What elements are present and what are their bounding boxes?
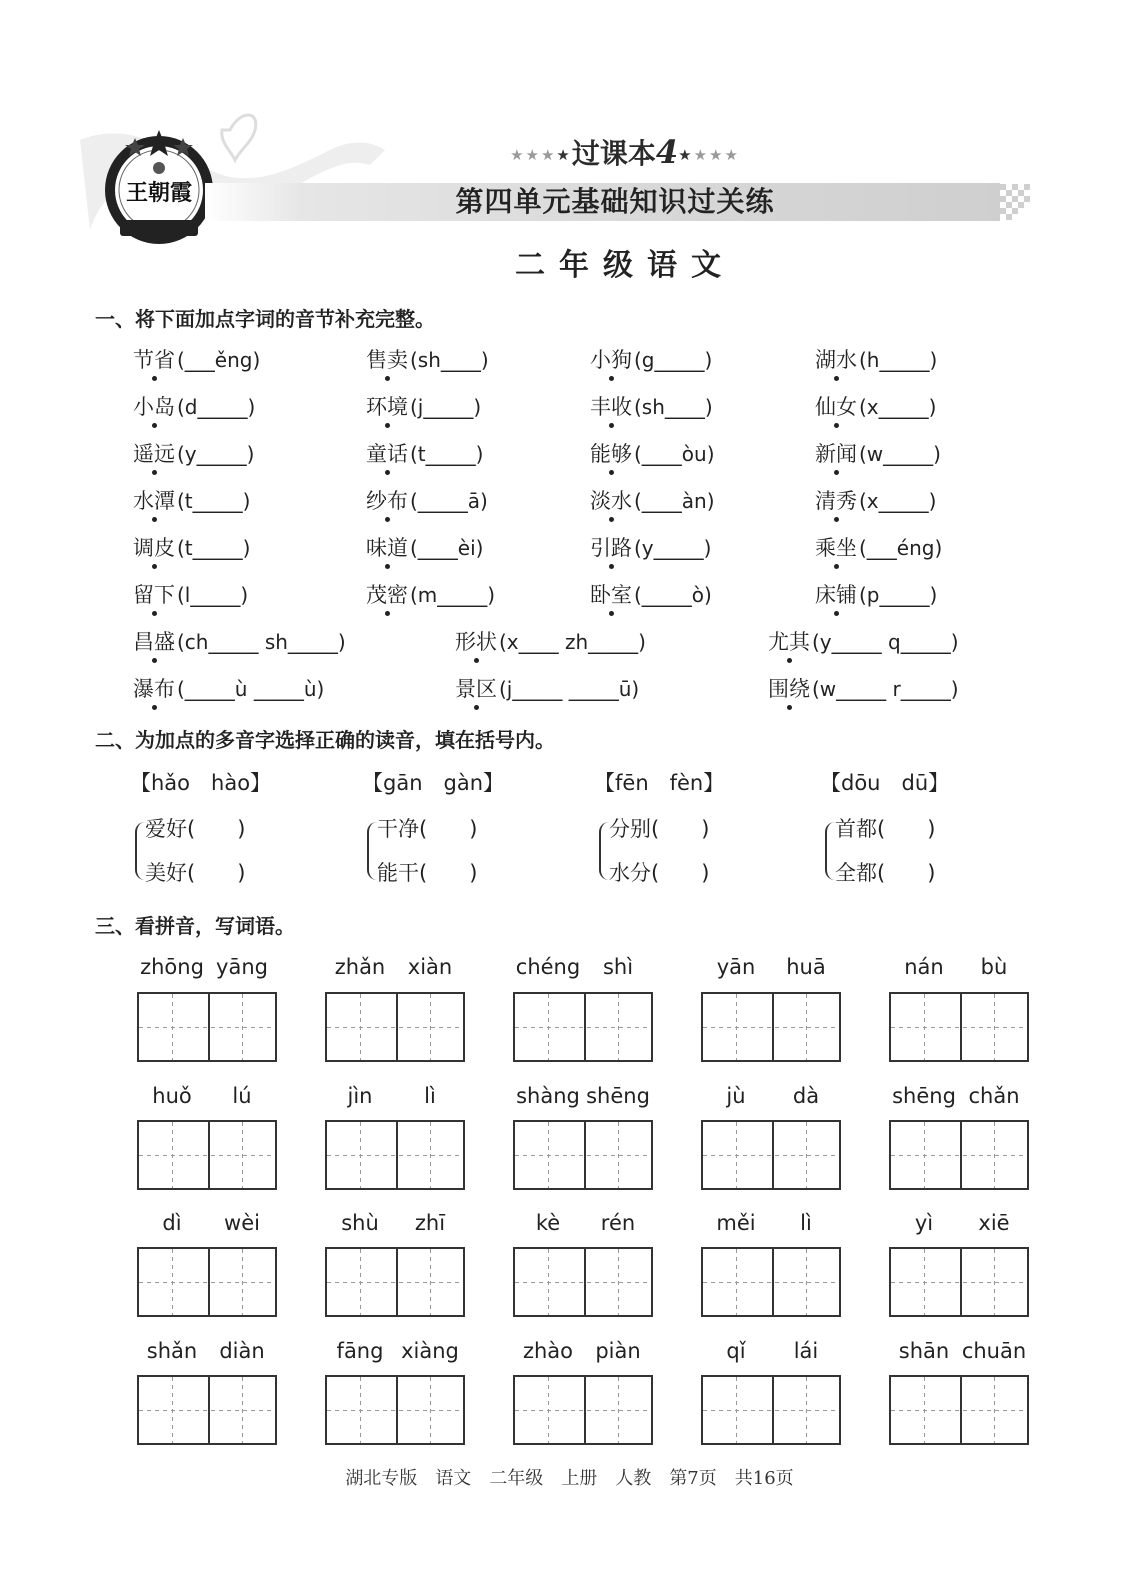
writing-grid[interactable] [889,1120,1029,1190]
footer-page: 第7页 [669,1468,717,1489]
footer-grade: 二年级 [489,1468,544,1489]
pinyin-blank[interactable]: (x_____) [859,489,937,513]
series-title [500,132,750,172]
pinyin-blank[interactable]: (sh____) [410,348,489,372]
pinyin-syllable: zhǎn [334,955,386,979]
pinyin-syllable: lì [800,1211,812,1235]
pinyin-blank[interactable]: (m_____) [410,583,496,607]
dotted-word: 节省 [133,345,175,375]
fill-item [455,674,639,704]
pinyin-syllable: yān [716,955,756,979]
pinyin-syllable: diàn [219,1339,265,1363]
pinyin-syllable: dà [792,1084,820,1108]
stars-right: ★★★ [693,146,740,164]
pinyin-syllable: lú [232,1084,252,1108]
writing-grid[interactable] [325,992,465,1062]
pinyin-blank[interactable]: (_____ò) [634,583,712,607]
pinyin-blank[interactable]: (p_____) [859,583,938,607]
page-footer [0,1464,1139,1490]
writing-grid[interactable] [513,992,653,1062]
pinyin-syllable: chuān [961,1339,1027,1363]
pinyin-blank[interactable]: (j_____) [410,395,482,419]
dotted-word: 形状 [455,627,497,657]
pinyin-syllable: xiē [978,1211,1010,1235]
pinyin-syllable: shǎn [146,1339,198,1363]
fill-item [133,345,260,375]
logo-brand-text: 王朝霞 [125,180,193,206]
writing-grid[interactable] [325,1120,465,1190]
pinyin-syllable: xiàng [401,1339,459,1363]
dotted-word: 围绕 [768,674,810,704]
fill-item [366,439,483,469]
writing-grid[interactable] [325,1375,465,1445]
pinyin-syllable: huǒ [152,1084,192,1108]
dotted-word: 淡水 [590,486,632,516]
fill-item [590,580,712,610]
pinyin-syllable: yāng [216,955,268,979]
checker-decoration [1000,184,1036,220]
fill-item [815,486,936,516]
polyphone-item[interactable]: 首都( ) [835,817,936,841]
pinyin-syllable: shì [602,955,634,979]
pinyin-syllable: shēng [586,1084,650,1108]
dotted-word: 瀑布 [133,674,175,704]
reading-options: 【gān gàn】 [362,771,505,795]
polyphone-item[interactable]: 全都( ) [835,861,936,885]
pinyin-syllable: shēng [892,1084,956,1108]
fill-item [133,674,324,704]
writing-grid[interactable] [513,1120,653,1190]
fill-item [133,580,248,610]
pinyin-syllable: bù [980,955,1008,979]
pinyin-syllable: piàn [595,1339,641,1363]
dotted-word: 景区 [455,674,497,704]
pinyin-blank[interactable]: (t_____) [177,489,251,513]
pinyin-syllable: měi [716,1211,756,1235]
dotted-word: 售卖 [366,345,408,375]
section2-heading: 二、为加点的多音字选择正确的读音，填在括号内。 [95,728,555,752]
reading-options: 【fēn fèn】 [594,771,725,795]
fill-item [590,345,712,375]
writing-grid[interactable] [513,1247,653,1317]
writing-grid[interactable] [137,1120,277,1190]
dotted-word: 昌盛 [133,627,175,657]
polyphone-item[interactable]: 能干( ) [377,861,478,885]
section3-heading: 三、看拼音，写词语。 [95,914,295,938]
pinyin-syllable: zhào [522,1339,574,1363]
star-dark-right: ★ [678,146,694,164]
pinyin-syllable: jù [726,1084,746,1108]
fill-item [133,533,250,563]
polyphone-item[interactable]: 美好( ) [145,861,246,885]
footer-volume: 上册 [561,1468,598,1489]
polyphone-item[interactable]: 爱好( ) [145,817,246,841]
fill-item [366,345,489,375]
fill-item [815,439,941,469]
footer-subject: 语文 [435,1468,472,1489]
dotted-word: 乘坐 [815,533,857,563]
pinyin-syllable: shān [898,1339,950,1363]
dotted-word: 卧室 [590,580,632,610]
pinyin-syllable: shù [341,1211,379,1235]
dotted-word: 引路 [590,533,632,563]
pinyin-syllable: shàng [516,1084,580,1108]
pinyin-blank[interactable]: (sh____) [634,395,713,419]
pinyin-blank[interactable]: (w_____) [859,442,941,466]
pinyin-syllable: fāng [336,1339,384,1363]
pinyin-syllable: dì [162,1211,182,1235]
writing-grid[interactable] [889,992,1029,1062]
dotted-word: 小岛 [133,392,175,422]
reading-options: 【dōu dū】 [820,771,950,795]
dotted-word: 清秀 [815,486,857,516]
dotted-word: 茂密 [366,580,408,610]
pinyin-blank[interactable]: (___éng) [859,536,943,560]
pinyin-syllable: qǐ [726,1339,746,1363]
dotted-word: 尤其 [768,627,810,657]
writing-grid[interactable] [701,992,841,1062]
fill-item [133,486,250,516]
writing-grid[interactable] [701,1247,841,1317]
pinyin-syllable: jìn [347,1084,373,1108]
reading-options: 【hǎo hào】 [130,771,272,795]
dotted-word: 纱布 [366,486,408,516]
pinyin-syllable: lái [793,1339,819,1363]
fill-item [590,533,711,563]
pinyin-blank[interactable]: (___ěng) [177,348,261,372]
dotted-word: 能够 [590,439,632,469]
pinyin-blank[interactable]: (t_____) [177,536,251,560]
writing-grid[interactable] [889,1375,1029,1445]
polyphone-item[interactable]: 分别( ) [609,817,710,841]
dotted-word: 湖水 [815,345,857,375]
writing-grid[interactable] [137,1247,277,1317]
pinyin-syllable: yì [914,1211,934,1235]
fill-item [366,392,481,422]
pinyin-syllable: lì [424,1084,436,1108]
pinyin-blank[interactable]: (____èi) [410,536,484,560]
pinyin-syllable: kè [535,1211,561,1235]
dotted-word: 调皮 [133,533,175,563]
fill-item [815,345,937,375]
polyphone-item[interactable]: 干净( ) [377,817,478,841]
pinyin-syllable: huā [786,955,826,979]
fill-item [366,533,483,563]
pinyin-blank[interactable]: (____àn) [634,489,715,513]
fill-item [366,486,488,516]
pinyin-blank[interactable]: (g_____) [634,348,713,372]
writing-grid[interactable] [513,1375,653,1445]
star-dark-left: ★ [556,146,572,164]
dotted-word: 童话 [366,439,408,469]
pinyin-blank[interactable]: (y_____ q_____) [812,630,959,654]
pinyin-syllable: rén [600,1211,636,1235]
pinyin-syllable: xiàn [407,955,453,979]
pinyin-blank[interactable]: (l_____) [177,583,249,607]
pinyin-blank[interactable]: (_____ā) [410,489,488,513]
polyphone-item[interactable]: 水分( ) [609,861,710,885]
pinyin-blank[interactable]: (y_____) [177,442,255,466]
fill-item [366,580,495,610]
fill-item [133,627,346,657]
dotted-word: 丰收 [590,392,632,422]
grade-title: 二年级语文 [515,248,735,283]
dotted-word: 小狗 [590,345,632,375]
brand-logo [100,128,218,246]
pinyin-syllable: wèi [224,1211,260,1235]
pinyin-syllable: chǎn [968,1084,1020,1108]
pinyin-syllable: zhōng [140,955,204,979]
series-prefix: 过课本 [571,137,656,170]
pinyin-blank[interactable]: (_____ù _____ù) [177,677,325,701]
pinyin-blank[interactable]: (ch_____ sh_____) [177,630,346,654]
writing-grid[interactable] [701,1120,841,1190]
dotted-word: 水潭 [133,486,175,516]
pinyin-blank[interactable]: (d_____) [177,395,256,419]
fill-item [815,392,936,422]
unit-title: 第四单元基础知识过关练 [455,185,775,218]
footer-total: 共16页 [734,1468,794,1489]
fill-item [133,439,254,469]
fill-item [455,627,646,657]
writing-grid[interactable] [137,992,277,1062]
pinyin-blank[interactable]: (t_____) [410,442,484,466]
pinyin-blank[interactable]: (h_____) [859,348,938,372]
dotted-word: 环境 [366,392,408,422]
writing-grid[interactable] [137,1375,277,1445]
pinyin-syllable: zhī [414,1211,446,1235]
fill-item [768,674,959,704]
dotted-word: 新闻 [815,439,857,469]
writing-grid[interactable] [701,1375,841,1445]
pinyin-blank[interactable]: (x_____) [859,395,937,419]
writing-grid[interactable] [325,1247,465,1317]
fill-item [590,486,715,516]
pinyin-blank[interactable]: (j_____ _____ū) [499,677,640,701]
fill-item [815,580,937,610]
dotted-word: 留下 [133,580,175,610]
pinyin-syllable: nán [904,955,944,979]
fill-item [133,392,255,422]
stars-left: ★★★ [510,146,557,164]
fill-item [768,627,959,657]
writing-grid[interactable] [889,1247,1029,1317]
footer-publisher: 人教 [615,1468,652,1489]
dotted-word: 仙女 [815,392,857,422]
dotted-word: 味道 [366,533,408,563]
pinyin-blank[interactable]: (x____ zh_____) [499,630,646,654]
fill-item [590,392,713,422]
series-number: 4 [655,133,679,171]
pinyin-blank[interactable]: (____òu) [634,442,715,466]
section1-heading: 一、将下面加点字词的音节补充完整。 [95,307,435,331]
dotted-word: 床铺 [815,580,857,610]
pinyin-blank[interactable]: (y_____) [634,536,712,560]
pinyin-blank[interactable]: (w_____ r_____) [812,677,959,701]
dotted-word: 遥远 [133,439,175,469]
fill-item [590,439,715,469]
fill-item [815,533,942,563]
pinyin-syllable: chéng [515,955,581,979]
footer-edition: 湖北专版 [345,1468,418,1489]
